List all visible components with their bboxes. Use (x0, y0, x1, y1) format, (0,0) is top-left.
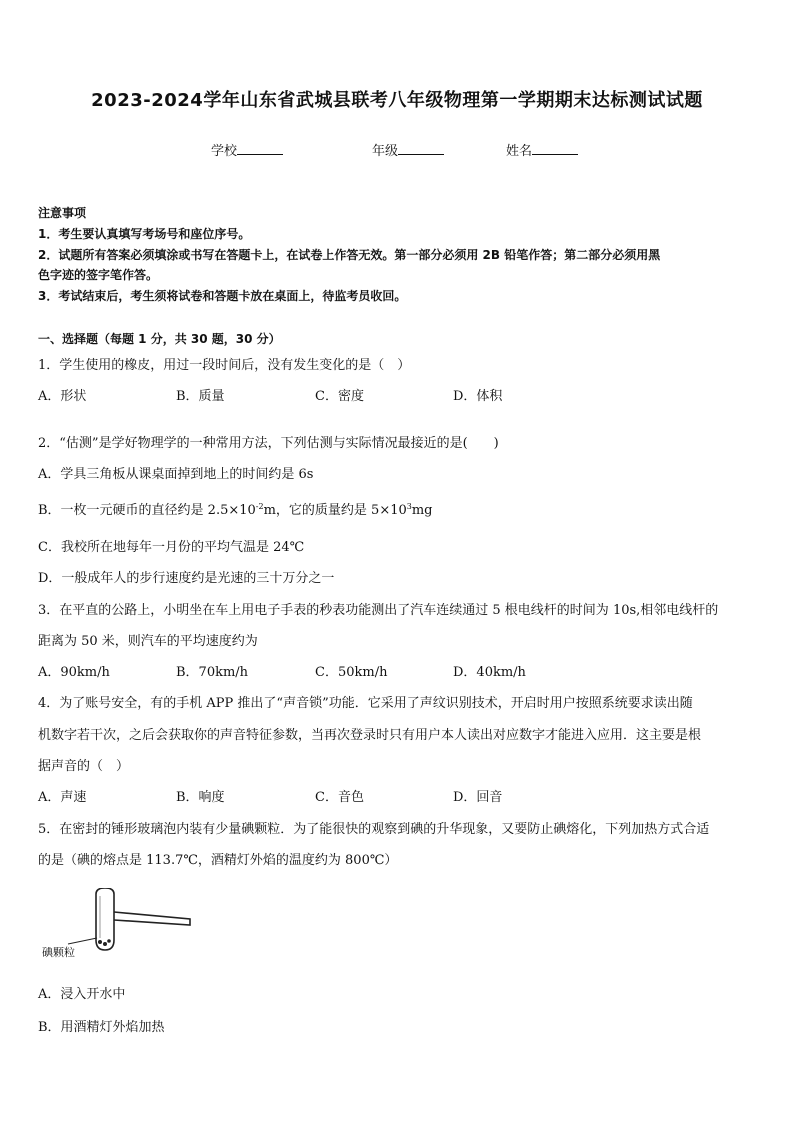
q4-option-d: D．回音 (453, 790, 503, 805)
name-label: 姓名 (506, 144, 533, 159)
q5-option-b: B．用酒精灯外焰加热 (38, 1020, 165, 1035)
notice-item-2-cont: 色字迹的签字笔作答。 (38, 268, 159, 282)
q3-option-a: A．90km/h (38, 665, 110, 680)
q3-stem-line2: 距离为 50 米，则汽车的平均速度约为 (38, 634, 258, 649)
q2-stem: 2．“估测”是学好物理学的一种常用方法，下列估测与实际情况最接近的是( ) (38, 436, 499, 451)
q5-option-a: A．浸入开水中 (38, 987, 126, 1002)
school-label: 学校 (211, 144, 238, 159)
q4-option-a: A．声速 (38, 790, 87, 805)
notice-item-1: 1．考生要认真填写考场号和座位序号。 (38, 227, 251, 241)
name-blank (532, 142, 578, 155)
q3-option-c: C．50km/h (315, 665, 388, 680)
notice-item-3: 3．考试结束后，考生须将试卷和答题卡放在桌面上，待监考员收回。 (38, 289, 407, 303)
q1-option-d: D．体积 (453, 389, 503, 404)
q2-b-pre: B．一枚一元硬币的直径约是 2.5×10 (38, 503, 256, 518)
q1-option-b: B．质量 (176, 389, 225, 404)
q3-option-d: D．40km/h (453, 665, 526, 680)
section-heading: 一、选择题（每题 1 分，共 30 题，30 分） (38, 332, 281, 346)
q2-b-mid: m，它的质量约是 5×10 (263, 503, 407, 518)
iodine-bulb-figure (40, 888, 200, 960)
q3-option-b: B．70km/h (176, 665, 249, 680)
q5-stem-line2: 的是（碘的熔点是 113.7℃，酒精灯外焰的温度约为 800℃） (38, 853, 398, 868)
q4-option-c: C．音色 (315, 790, 364, 805)
q4-stem-line1: 4．为了账号安全，有的手机 APP 推出了“声音锁”功能．它采用了声纹识别技术，开启时用户按照系统要求读出随 (38, 696, 693, 711)
grade-label: 年级 (372, 144, 399, 159)
figure-label: 碘颗粒 (42, 946, 75, 959)
school-blank (237, 142, 283, 155)
q2-b-exp1: -2 (255, 502, 264, 511)
school-field (211, 140, 283, 159)
q5-stem-line1: 5．在密封的锤形玻璃泡内装有少量碘颗粒．为了能很快的观察到碘的升华现象，又要防止碘熔化，下列加热方式合适 (38, 822, 710, 837)
grade-blank (398, 142, 444, 155)
q2-option-b (38, 499, 433, 518)
q4-option-b: B．响度 (176, 790, 225, 805)
q2-option-d: D．一般成年人的步行速度约是光速的三十万分之一 (38, 571, 335, 586)
q2-b-exp2: 3 (406, 502, 412, 511)
q2-b-post: mg (411, 503, 433, 518)
q2-option-a: A．学具三角板从课桌面掉到地上的时间约是 6s (38, 467, 314, 482)
grade-field (372, 140, 444, 159)
notice-heading: 注意事项 (38, 206, 87, 220)
q3-stem-line1: 3．在平直的公路上，小明坐在车上用电子手表的秒表功能测出了汽车连续通过 5 根电线杆的时间为 10s,相邻电线杆的 (38, 603, 719, 618)
q1-option-a: A．形状 (38, 389, 87, 404)
name-field (506, 140, 578, 159)
q1-stem: 1．学生使用的橡皮，用过一段时间后，没有发生变化的是（ ） (38, 358, 411, 373)
q4-stem-line3: 据声音的（ ） (38, 759, 130, 774)
notice-item-2: 2．试题所有答案必须填涂或书写在答题卡上，在试卷上作答无效。第一部分必须用 2B 铅笔作答；第二部分必须用黑 (38, 248, 661, 262)
q1-option-c: C．密度 (315, 389, 364, 404)
q2-option-c: C．我校所在地每年一月份的平均气温是 24℃ (38, 540, 305, 555)
exam-title: 2023-2024学年山东省武城县联考八年级物理第一学期期末达标测试试题 (91, 90, 703, 111)
q4-stem-line2: 机数字若干次，之后会获取你的声音特征参数，当再次登录时只有用户本人读出对应数字才能进入应用．这主要是根 (38, 728, 702, 743)
